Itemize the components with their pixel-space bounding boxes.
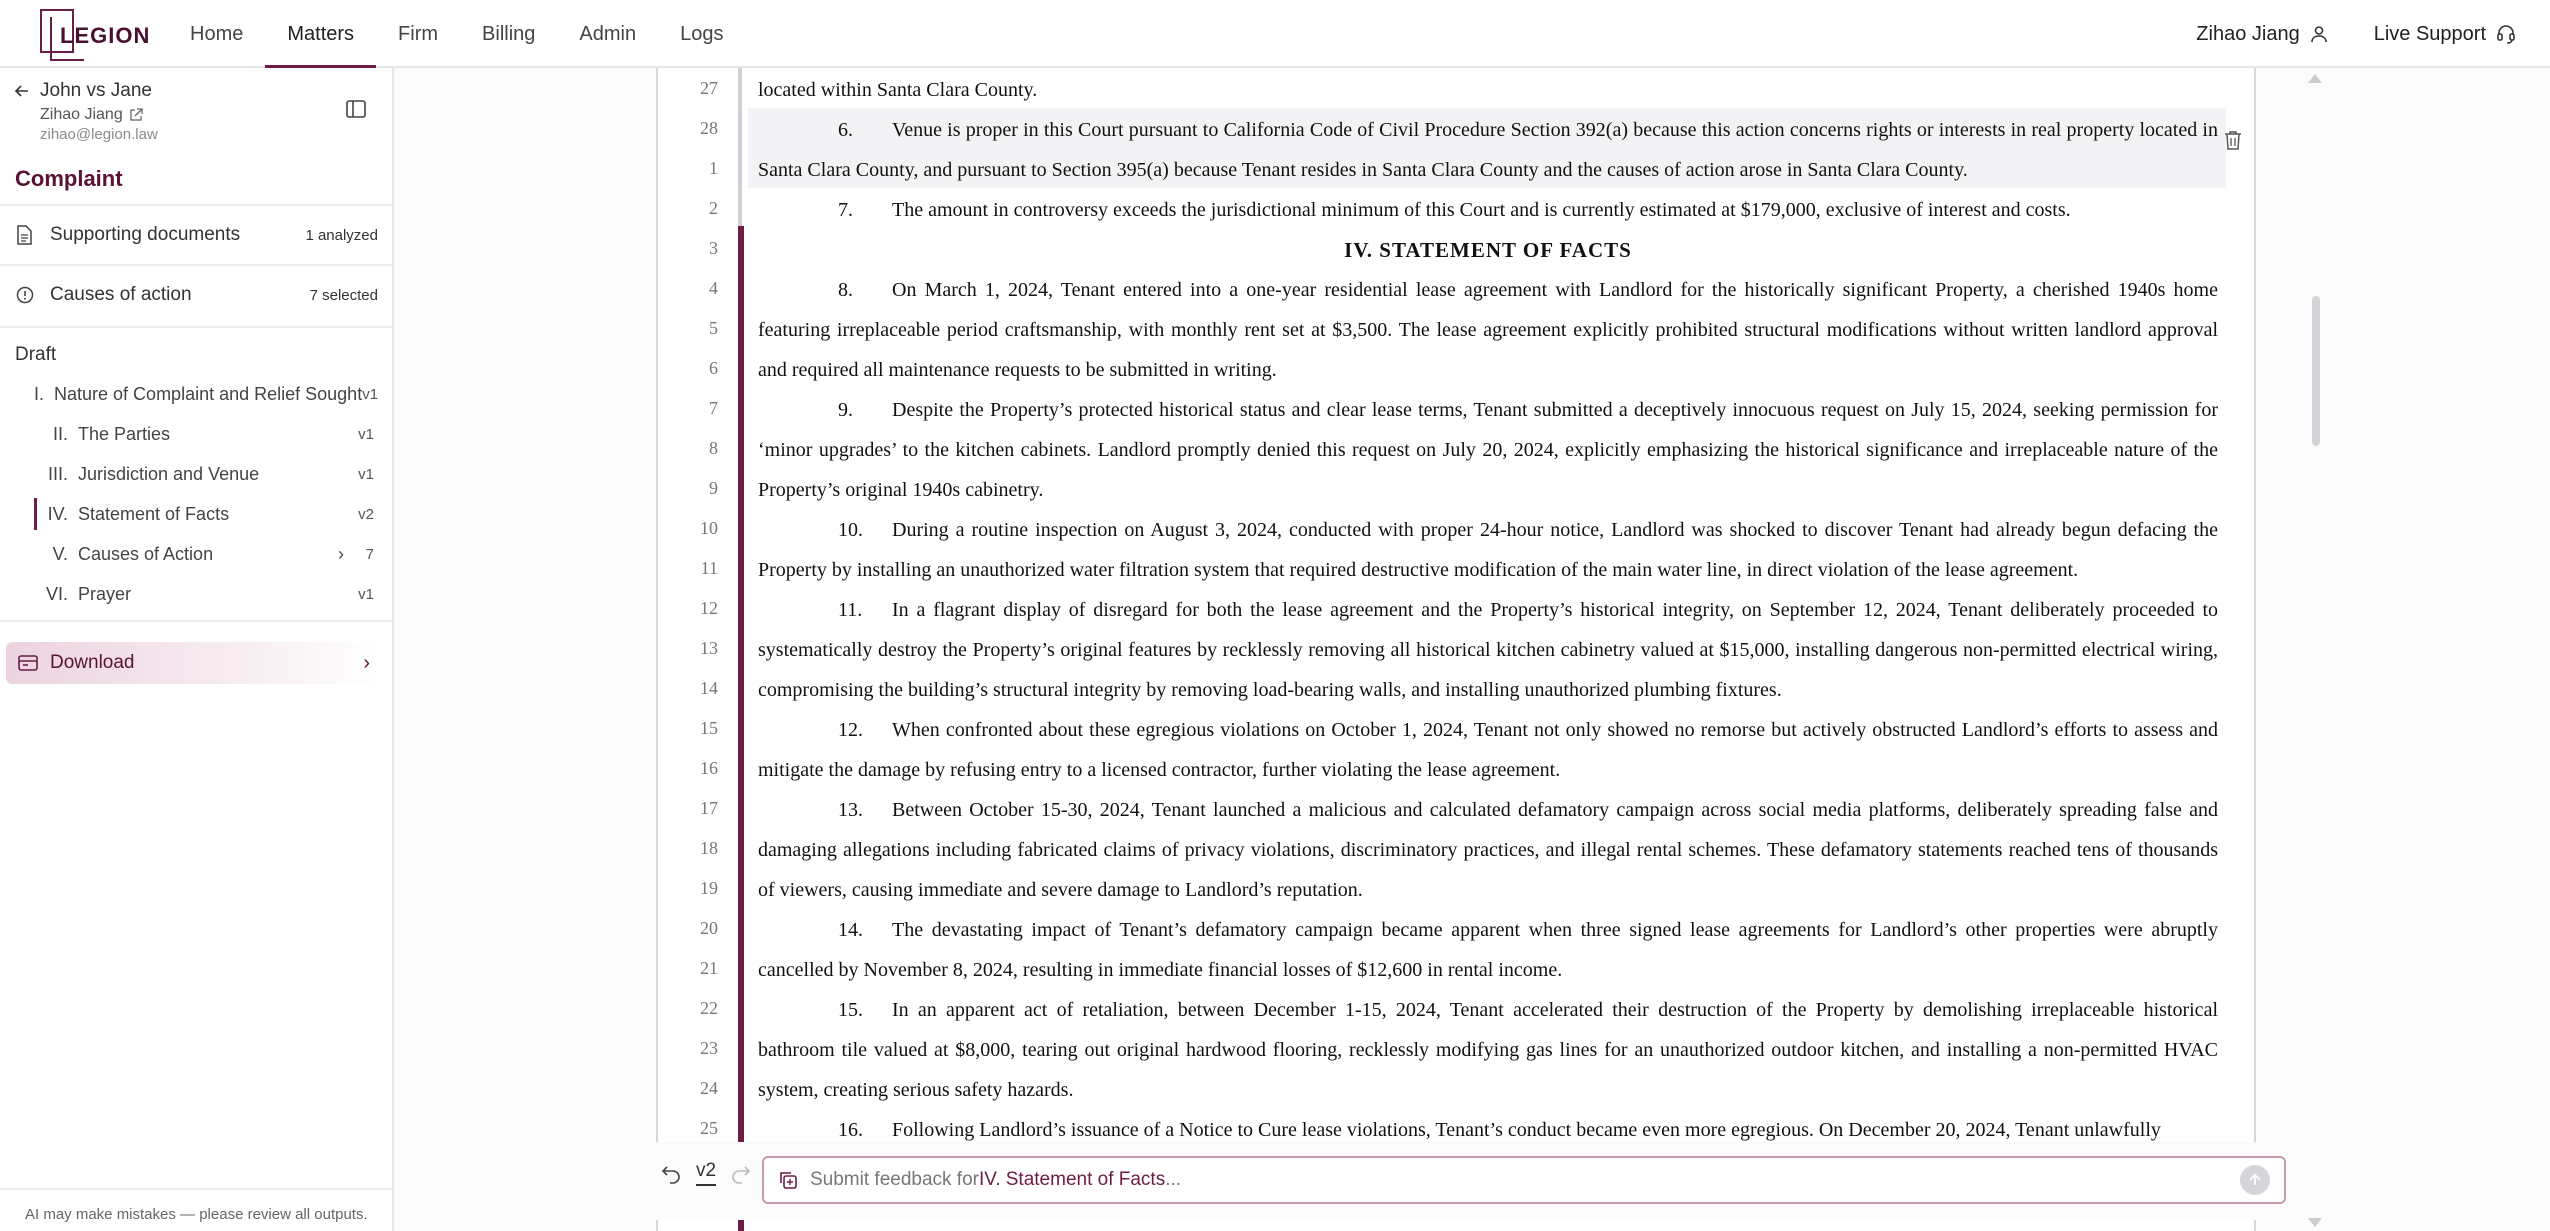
line-number: 4 — [709, 278, 718, 298]
draft-sections-list — [34, 374, 379, 614]
external-link-icon — [129, 108, 143, 122]
live-support-button[interactable] — [2374, 23, 2516, 46]
live-support-label: Live Support — [2373, 22, 2486, 45]
download-label: Download — [50, 652, 135, 673]
line-text: cancelled by November 8, 2024, resulting in immediate financial losses of $12,600 in rental income. — [758, 959, 1563, 981]
draft-heading: Draft — [15, 344, 57, 365]
line-text: mitigate the damage by refusing entry to a licensed contractor, further violating the lease agreement. — [758, 759, 1561, 781]
line-text: Following Landlord’s issuance of a Notice to Cure lease violations, Tenant’s conduct became even more egregious. On December 20, 2024, Tenant unlawfully — [892, 1119, 2161, 1141]
document-line — [758, 510, 2218, 550]
nav-matters[interactable]: Matters — [265, 0, 376, 68]
matter-owner-link[interactable] — [40, 106, 374, 124]
line-text: systematically destroy the Property’s original features by recklessly removing all historical kitchen cabinetry valued at $15,000, installing dangerous non-permitted electrical wiring, — [758, 639, 2218, 661]
nav-home[interactable]: Home — [190, 23, 244, 45]
draft-section-number: II. — [52, 423, 68, 444]
draft-section-jurisdiction[interactable] — [34, 454, 374, 494]
line-number: 27 — [700, 78, 718, 98]
document-body — [758, 68, 2218, 1231]
draft-section-title: Statement of Facts — [78, 503, 230, 524]
draft-section-number: III. — [47, 463, 68, 484]
scroll-up-arrow[interactable] — [2308, 74, 2322, 83]
draft-section-version: v1 — [358, 465, 374, 483]
line-number: 10 — [700, 518, 718, 538]
line-number: 18 — [700, 838, 718, 858]
sidebar — [0, 68, 394, 1231]
draft-section-title: Jurisdiction and Venue — [78, 463, 260, 484]
line-number: 17 — [700, 798, 718, 818]
line-text: Between October 15-30, 2024, Tenant launched a malicious and calculated defamatory campaign across social media platforms, deliberately spreading false and — [892, 799, 2218, 821]
document-line — [758, 990, 2218, 1030]
document-scrollbar[interactable] — [2312, 296, 2320, 446]
line-text: Venue is proper in this Court pursuant to California Code of Civil Procedure Section 392(a) because this action concerns rights or interests in real property located in — [892, 119, 2218, 141]
redo-icon[interactable] — [732, 1164, 750, 1182]
paragraph-number: 16. — [838, 1119, 863, 1141]
nav-admin[interactable]: Admin — [579, 23, 637, 45]
document-icon — [16, 225, 38, 245]
document-line — [758, 710, 2218, 750]
document-line — [758, 870, 2218, 910]
draft-section-title: Prayer — [78, 583, 132, 604]
collapse-sidebar-button[interactable] — [346, 100, 366, 123]
copy-section-icon — [778, 1170, 798, 1190]
top-right-actions — [2196, 0, 2516, 68]
delete-paragraph-button[interactable] — [2224, 130, 2242, 155]
draft-section-version: v2 — [358, 505, 374, 523]
line-text: bathroom tile valued at $8,000, tearing out original hardwood flooring, recklessly modifying gas lines for an unauthorized outdoor kitchen, and installing a non-permitted HVAC — [758, 1039, 2218, 1061]
document-line — [758, 910, 2218, 950]
paragraph-number: 6. — [838, 119, 853, 141]
draft-section-nature[interactable] — [34, 374, 379, 414]
arrow-left-icon — [14, 83, 30, 99]
line-text: ‘minor upgrades’ to the kitchen cabinets. Landlord promptly denied this request on July 20, 2024, explicitly emphasizing the historical significance and irreplaceable nature of the — [758, 439, 2218, 461]
user-menu-button[interactable] — [2196, 23, 2327, 46]
document-line — [758, 950, 2218, 990]
active-section-marker — [738, 226, 744, 1231]
line-number: 22 — [700, 998, 718, 1018]
draft-section-version: v1 — [358, 425, 374, 443]
feedback-bar — [642, 1142, 2308, 1220]
line-number: 11 — [700, 558, 718, 578]
trash-icon — [2224, 130, 2242, 150]
nav-firm[interactable]: Firm — [398, 23, 439, 45]
ai-disclaimer: AI may make mistakes — please review all outputs. — [25, 1206, 368, 1223]
user-icon — [2310, 25, 2328, 43]
sidebar-divider — [0, 326, 394, 328]
line-text: In an apparent act of retaliation, between December 1-15, 2024, Tenant accelerated their destruction of the Property by demolishing irreplaceable historical — [892, 999, 2218, 1021]
feedback-placeholder-prefix: Submit feedback for — [810, 1169, 979, 1190]
feedback-placeholder-suffix: ... — [1165, 1169, 1182, 1190]
line-number: 12 — [700, 598, 718, 618]
document-line — [758, 670, 2218, 710]
document-line — [758, 790, 2218, 830]
draft-section-statement-of-facts[interactable] — [34, 494, 374, 534]
feedback-placeholder-section: IV. Statement of Facts — [978, 1169, 1166, 1190]
line-text: of viewers, causing immediate and severe damage to Landlord’s reputation. — [758, 879, 1363, 901]
document-line — [758, 270, 2218, 310]
draft-section-version: v1 — [358, 585, 374, 603]
line-text: and required all maintenance requests to be submitted in writing. — [758, 359, 1277, 381]
line-number: 28 — [700, 118, 718, 138]
line-text: located within Santa Clara County. — [758, 79, 1038, 101]
send-feedback-button[interactable] — [2240, 1165, 2270, 1195]
draft-section-parties[interactable] — [34, 414, 374, 454]
main-nav — [168, 0, 745, 68]
line-text: The amount in controversy exceeds the jurisdictional minimum of this Court and is currently estimated at $179,000, exclusive of interest and costs. — [892, 199, 2071, 221]
document-line — [758, 390, 2218, 430]
draft-section-number: VI. — [45, 583, 68, 604]
matter-owner-name: Zihao Jiang — [40, 106, 123, 123]
chevron-right-icon[interactable]: › — [338, 543, 344, 564]
draft-section-number: V. — [52, 543, 68, 564]
line-text: The devastating impact of Tenant’s defamatory campaign became apparent when three signed lease agreements for Landlord’s other properties were abruptly — [892, 919, 2218, 941]
line-text: damaging allegations including fabricated claims of privacy violations, discriminatory practices, and illegal rental schemes. These defamatory statements reached tens of thousands — [758, 839, 2218, 861]
line-text: Property by installing an unauthorized water filtration system that required destructive modification of the main water line, in direct violation of the lease agreement. — [758, 559, 2079, 581]
top-navigation-bar — [0, 0, 2550, 68]
line-number: 8 — [709, 438, 718, 458]
document-title: Complaint — [15, 166, 123, 191]
line-number: 25 — [700, 1118, 718, 1138]
draft-section-prayer[interactable] — [34, 574, 374, 614]
back-to-matter-link[interactable] — [14, 80, 374, 102]
line-number: 24 — [700, 1078, 718, 1098]
document-line — [758, 470, 2218, 510]
line-text: featuring irreplaceable period craftsmanship, with monthly rent set at $3,500. The lease agreement explicitly prohibited structural modifications without written landlord approval — [758, 319, 2218, 341]
causes-of-action-label: Causes of action — [50, 284, 192, 305]
line-number: 9 — [709, 478, 718, 498]
causes-of-action-badge: 7 selected — [309, 286, 378, 304]
download-icon — [18, 654, 38, 672]
line-text: Santa Clara County, and pursuant to Section 395(a) because Tenant resides in Santa Clara County and the causes of action arose in Santa Clara County. — [758, 159, 1968, 181]
line-number: 14 — [700, 678, 718, 698]
version-controls — [662, 1160, 750, 1186]
line-number: 7 — [709, 398, 718, 418]
line-number: 23 — [700, 1038, 718, 1058]
line-number: 21 — [700, 958, 718, 978]
paragraph-number: 9. — [838, 399, 853, 421]
download-button[interactable] — [6, 642, 382, 684]
headset-icon — [2496, 24, 2516, 44]
line-text: compromising the building’s structural integrity by removing load-bearing walls, and installing unauthorized plumbing fixtures. — [758, 679, 1782, 701]
current-version-label[interactable]: v2 — [696, 1160, 716, 1186]
line-number: 1 — [709, 158, 718, 178]
document-line — [758, 310, 2218, 350]
line-number: 19 — [700, 878, 718, 898]
draft-section-title: Nature of Complaint and Relief Sought — [54, 383, 363, 404]
line-text: Despite the Property’s protected historical status and clear lease terms, Tenant submitted a deceptively innocuous request on July 15, 2024, seeking permission for — [892, 399, 2218, 421]
document-line — [758, 550, 2218, 590]
line-text: During a routine inspection on August 3, 2024, conducted with proper 24-hour notice, Landlord was shocked to discover Tenant had already begun defacing the — [892, 519, 2218, 541]
line-text: In a flagrant display of disregard for both the lease agreement and the Property’s historical integrity, on September 12, 2024, Tenant deliberately proceeded to — [892, 599, 2218, 621]
paragraph-number: 8. — [838, 279, 853, 301]
unchanged-section-marker — [738, 68, 742, 226]
line-number: 6 — [709, 358, 718, 378]
draft-section-number: I. — [34, 383, 45, 404]
chevron-right-icon: › — [363, 651, 370, 674]
supporting-documents-label: Supporting documents — [50, 224, 241, 245]
line-number: 3 — [709, 238, 718, 258]
nav-logs[interactable]: Logs — [680, 23, 724, 45]
document-line — [758, 150, 2218, 190]
document-line — [758, 590, 2218, 630]
sidebar-panel-icon — [346, 100, 366, 118]
user-name: Zihao Jiang — [2196, 22, 2300, 45]
line-number: 20 — [700, 918, 718, 938]
document-line — [758, 430, 2218, 470]
legion-logo[interactable] — [40, 9, 151, 59]
draft-section-count: 7 — [365, 545, 374, 563]
logo-wordmark: LEGION — [60, 23, 151, 48]
supporting-documents-badge: 1 analyzed — [305, 226, 378, 244]
line-number: 15 — [700, 718, 718, 738]
draft-section-title: Causes of Action — [78, 543, 214, 564]
document-line — [758, 830, 2218, 870]
paragraph-number: 10. — [838, 519, 863, 541]
draft-section-causes-of-action[interactable] — [34, 534, 374, 574]
causes-of-action-row[interactable] — [0, 264, 394, 324]
paragraph-number: 13. — [838, 799, 863, 821]
document-line — [758, 70, 2218, 110]
line-text: When confronted about these egregious violations on October 1, 2024, Tenant not only showed no remorse but actively obstructed Landlord’s efforts to assess and — [892, 719, 2218, 741]
sidebar-footer-divider — [0, 1188, 394, 1190]
line-number: 2 — [709, 198, 718, 218]
supporting-documents-row[interactable] — [0, 204, 394, 264]
paragraph-number: 12. — [838, 719, 863, 741]
line-number-gutter — [658, 68, 738, 1231]
undo-icon[interactable] — [662, 1164, 680, 1182]
arrow-up-icon — [2248, 1173, 2262, 1187]
line-text: On March 1, 2024, Tenant entered into a one-year residential lease agreement with Landlord for the historically significant Property, a cherished 1940s home — [892, 279, 2218, 301]
document-line — [758, 750, 2218, 790]
document-line — [758, 190, 2218, 230]
feedback-input[interactable] — [762, 1156, 2286, 1204]
line-text: system, creating serious safety hazards. — [758, 1079, 1074, 1101]
paragraph-number: 7. — [838, 199, 853, 221]
draft-section-title: The Parties — [78, 423, 171, 444]
document-line — [758, 630, 2218, 670]
sidebar-divider — [0, 620, 394, 622]
document-line — [758, 350, 2218, 390]
matter-header — [14, 80, 374, 143]
matter-owner-email: zihao@legion.law — [40, 126, 158, 143]
draft-section-number: IV. — [47, 503, 68, 524]
document-line — [758, 1030, 2218, 1070]
document-viewer[interactable] — [656, 68, 2256, 1231]
paragraph-number: 15. — [838, 999, 863, 1021]
document-line — [758, 110, 2218, 150]
alert-circle-icon — [16, 286, 38, 304]
scroll-down-arrow[interactable] — [2308, 1218, 2322, 1227]
paragraph-number: 14. — [838, 919, 863, 941]
document-line — [758, 1070, 2218, 1110]
line-number: 16 — [700, 758, 718, 778]
line-number: 13 — [700, 638, 718, 658]
paragraph-number: 11. — [838, 599, 863, 621]
nav-billing[interactable]: Billing — [482, 23, 536, 45]
line-number: 5 — [709, 318, 718, 338]
line-text: Property’s original 1940s cabinetry. — [758, 479, 1044, 501]
draft-section-version: v1 — [362, 385, 379, 403]
matter-title: John vs Jane — [40, 80, 152, 101]
section-heading: IV. STATEMENT OF FACTS — [1344, 238, 1632, 262]
